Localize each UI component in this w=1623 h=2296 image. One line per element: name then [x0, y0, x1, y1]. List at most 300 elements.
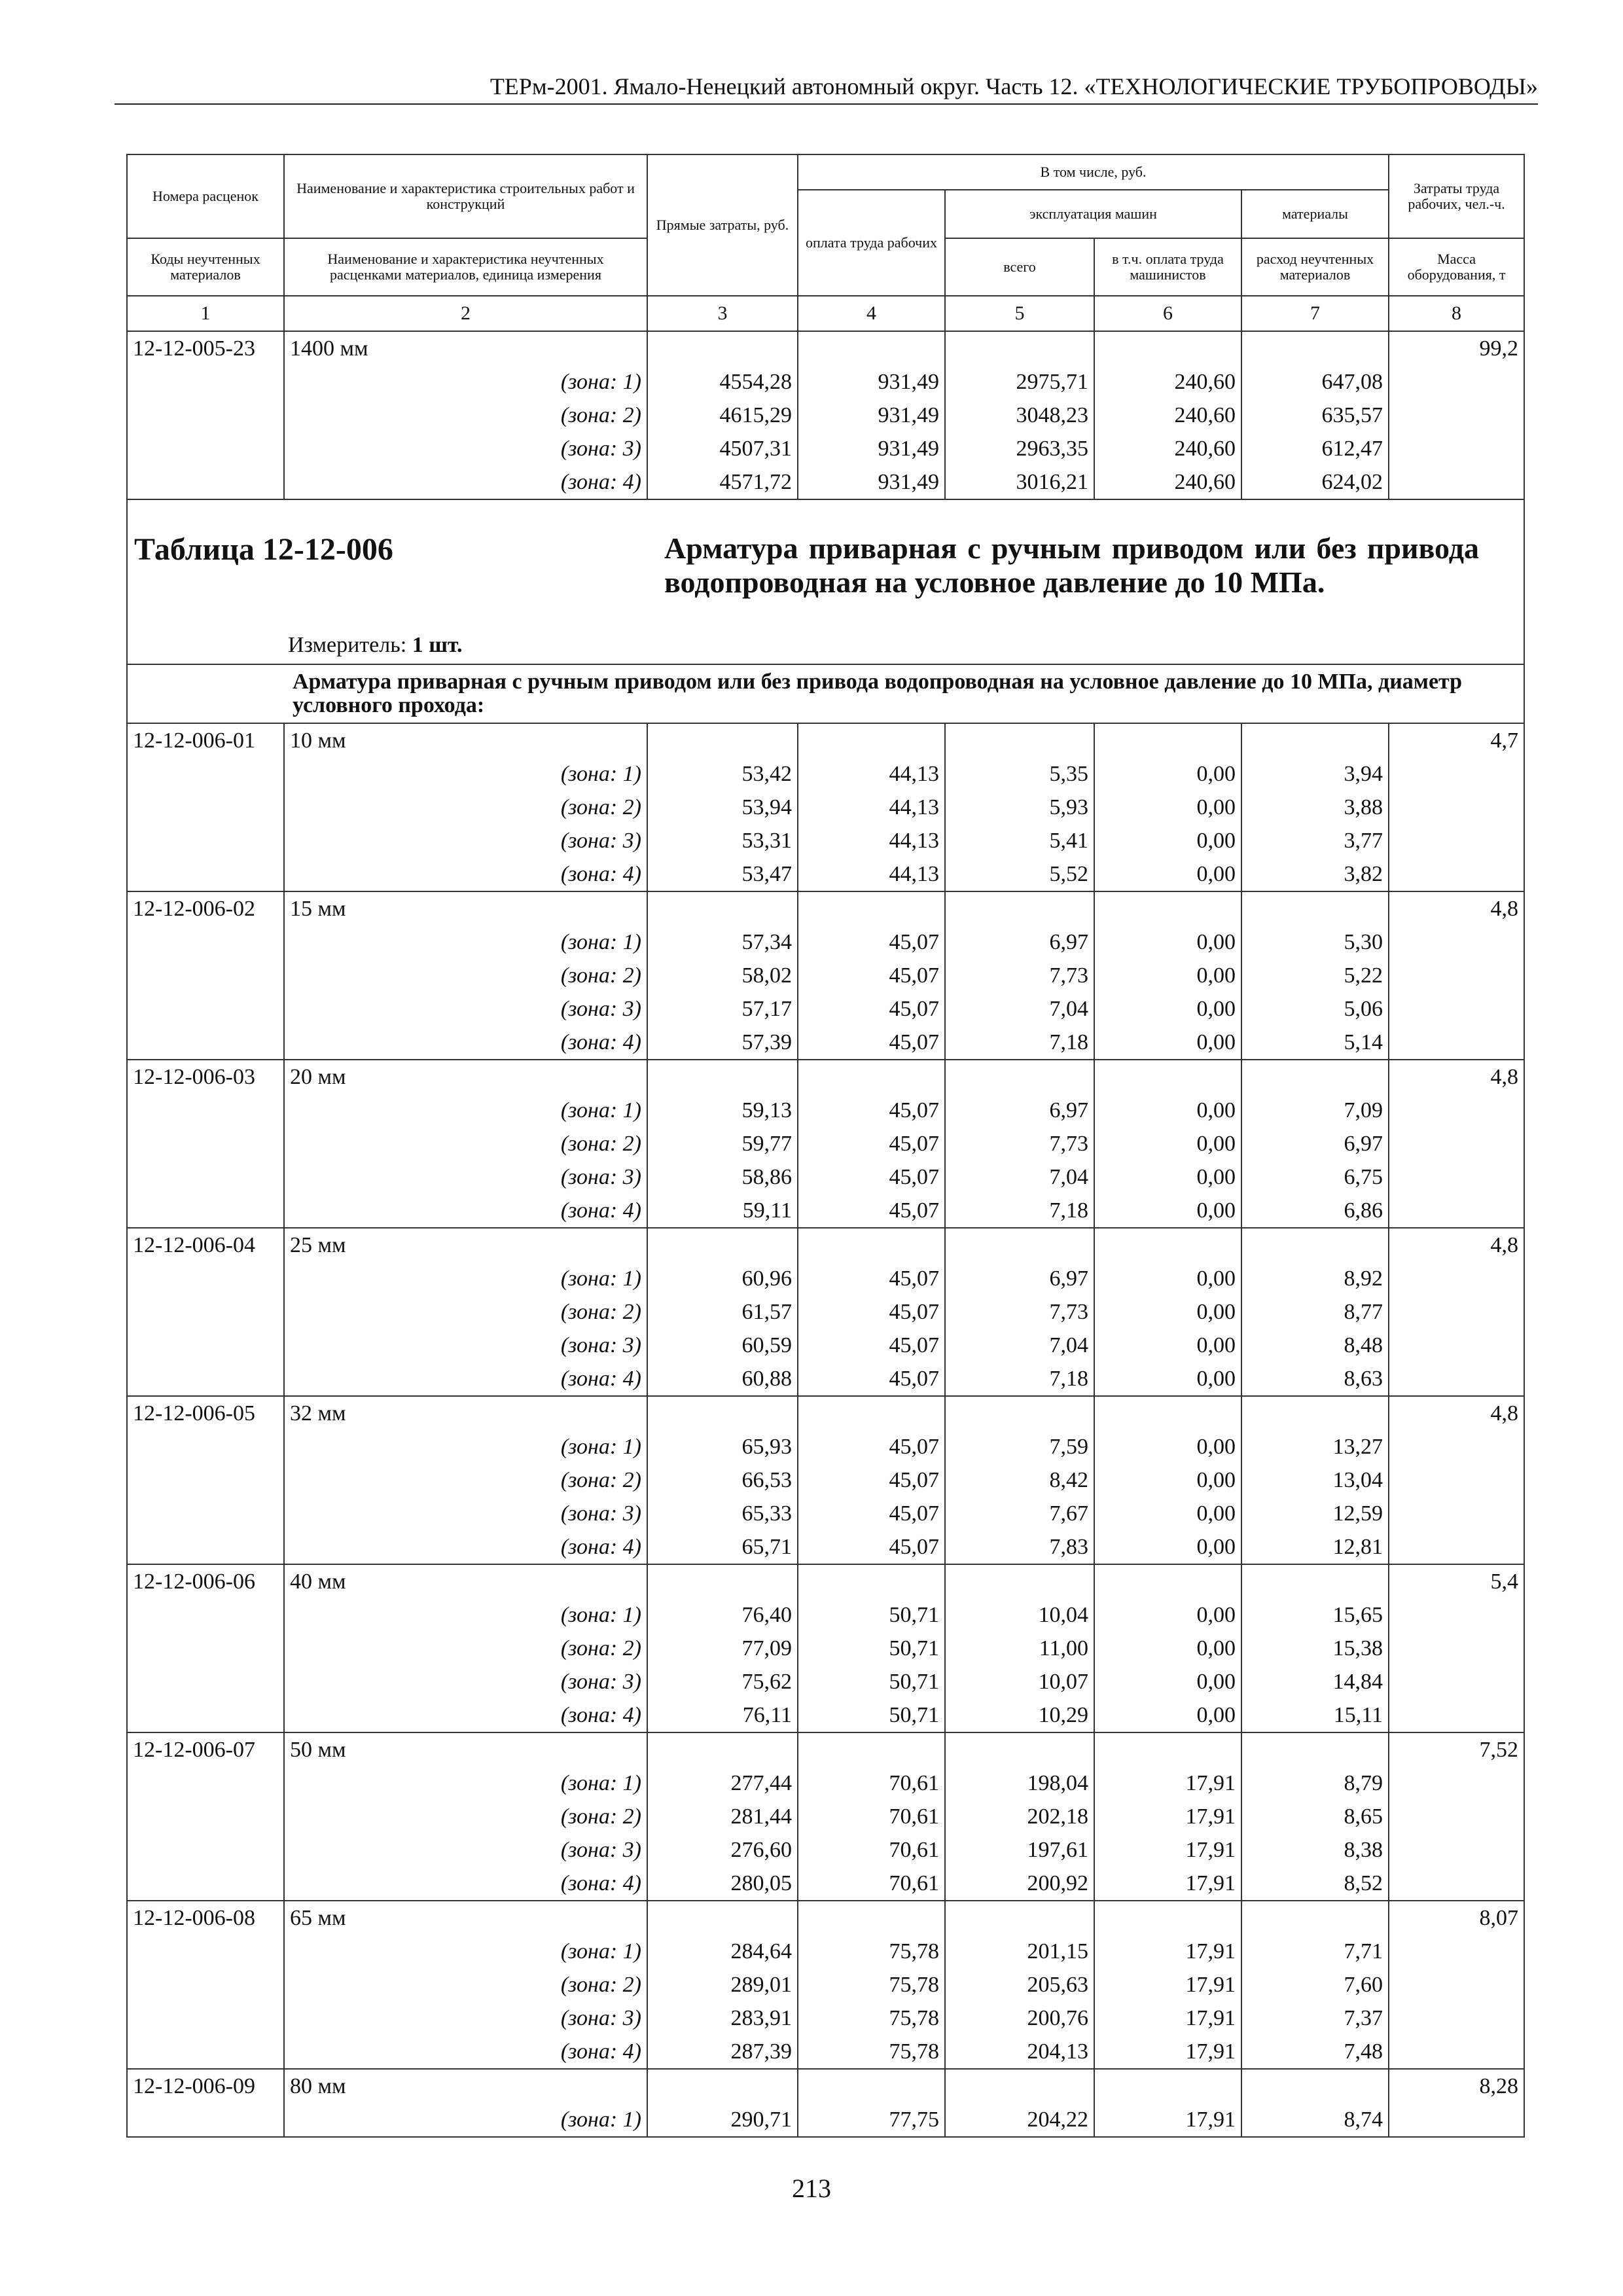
- wages-cost: 70,61: [798, 1833, 945, 1867]
- wages-cost: 45,07: [798, 1530, 945, 1564]
- zone-row: [127, 365, 1524, 399]
- wages-cost: 44,13: [798, 757, 945, 791]
- materials-cost: 8,65: [1241, 1800, 1389, 1833]
- machinist-wages-cost: 0,00: [1094, 959, 1241, 992]
- column-number: 3: [647, 296, 798, 331]
- zone-label: (зона: 2): [284, 1800, 647, 1833]
- zone-label: (зона: 4): [284, 1026, 647, 1060]
- machinist-wages-cost: 17,91: [1094, 1935, 1241, 1968]
- direct-cost: 4615,29: [647, 399, 798, 432]
- machinist-wages-cost: 0,00: [1094, 925, 1241, 959]
- labor-cost: 5,4: [1389, 1564, 1524, 1598]
- machines-cost: 7,73: [945, 1127, 1094, 1160]
- labor-cost: 4,7: [1389, 723, 1524, 757]
- machinist-wages-cost: 0,00: [1094, 1094, 1241, 1127]
- rate-row: [127, 331, 1524, 365]
- rate-name: 32 мм: [284, 1396, 647, 1430]
- direct-cost: 290,71: [647, 2103, 798, 2137]
- materials-cost: 15,65: [1241, 1598, 1389, 1632]
- machines-cost: 202,18: [945, 1800, 1094, 1833]
- measurement-unit: [288, 631, 463, 660]
- machines-cost: 6,97: [945, 1262, 1094, 1295]
- rate-code: 12-12-006-05: [127, 1396, 284, 1430]
- zone-row: [127, 1767, 1524, 1800]
- labor-cost: 4,8: [1389, 1060, 1524, 1094]
- zone-row: [127, 959, 1524, 992]
- zone-row: [127, 757, 1524, 791]
- machinist-wages-cost: 0,00: [1094, 1530, 1241, 1564]
- machinist-wages-cost: 0,00: [1094, 1598, 1241, 1632]
- zone-label: (зона: 3): [284, 432, 647, 465]
- rate-code: 12-12-006-09: [127, 2069, 284, 2103]
- materials-cost: 5,30: [1241, 925, 1389, 959]
- zone-row: [127, 1497, 1524, 1530]
- col-material-names-header: Наименование и характеристика неучтенных расценками материалов, единица измерения: [284, 238, 647, 296]
- direct-cost: 77,09: [647, 1632, 798, 1665]
- zone-label: (зона: 4): [284, 857, 647, 891]
- col-labor-header: Затраты труда рабочих, чел.-ч.: [1389, 154, 1524, 238]
- zone-label: (зона: 4): [284, 1530, 647, 1564]
- zone-row: [127, 1329, 1524, 1362]
- machines-cost: 200,92: [945, 1867, 1094, 1901]
- direct-cost: 276,60: [647, 1833, 798, 1867]
- materials-cost: 12,59: [1241, 1497, 1389, 1530]
- machines-cost: 10,07: [945, 1665, 1094, 1698]
- machines-cost: 7,18: [945, 1362, 1094, 1396]
- zone-label: (зона: 3): [284, 1833, 647, 1867]
- rate-row: [127, 1060, 1524, 1094]
- column-number: 2: [284, 296, 647, 331]
- wages-cost: 45,07: [798, 1160, 945, 1194]
- materials-cost: 8,79: [1241, 1767, 1389, 1800]
- machines-cost: 197,61: [945, 1833, 1094, 1867]
- direct-cost: 277,44: [647, 1767, 798, 1800]
- zone-label: (зона: 4): [284, 1194, 647, 1228]
- zone-row: [127, 857, 1524, 891]
- rate-row: [127, 891, 1524, 925]
- materials-cost: 7,48: [1241, 2035, 1389, 2069]
- zone-label: (зона: 2): [284, 1968, 647, 2001]
- zone-row: [127, 1833, 1524, 1867]
- machines-cost: 200,76: [945, 2001, 1094, 2035]
- zone-label: (зона: 1): [284, 1262, 647, 1295]
- col-materials-usage-header: расход неучтенных материалов: [1241, 238, 1389, 296]
- zone-row: [127, 1127, 1524, 1160]
- wages-cost: 75,78: [798, 2035, 945, 2069]
- column-number: 5: [945, 296, 1094, 331]
- machines-cost: 10,04: [945, 1598, 1094, 1632]
- materials-cost: 6,75: [1241, 1160, 1389, 1194]
- wages-cost: 45,07: [798, 1362, 945, 1396]
- wages-cost: 45,07: [798, 1497, 945, 1530]
- materials-cost: 13,04: [1241, 1463, 1389, 1497]
- labor-cost: 7,52: [1389, 1732, 1524, 1767]
- machines-cost: 5,93: [945, 791, 1094, 824]
- zone-label: (зона: 1): [284, 925, 647, 959]
- machinist-wages-cost: 240,60: [1094, 465, 1241, 499]
- zone-row: [127, 1632, 1524, 1665]
- wages-cost: 70,61: [798, 1767, 945, 1800]
- machines-cost: 7,04: [945, 992, 1094, 1026]
- direct-cost: 65,71: [647, 1530, 798, 1564]
- machinist-wages-cost: 0,00: [1094, 791, 1241, 824]
- rate-code: 12-12-006-01: [127, 723, 284, 757]
- zone-row: [127, 1463, 1524, 1497]
- direct-cost: 57,17: [647, 992, 798, 1026]
- wages-cost: 75,78: [798, 1968, 945, 2001]
- machinist-wages-cost: 0,00: [1094, 1262, 1241, 1295]
- materials-cost: 13,27: [1241, 1430, 1389, 1463]
- zone-label: (зона: 4): [284, 1362, 647, 1396]
- machines-cost: 7,73: [945, 959, 1094, 992]
- column-number: 1: [127, 296, 284, 331]
- rate-name: 1400 мм: [284, 331, 647, 365]
- materials-cost: 8,92: [1241, 1262, 1389, 1295]
- machines-cost: 6,97: [945, 925, 1094, 959]
- rate-row: [127, 1564, 1524, 1598]
- col-direct-cost-header: Прямые затраты, руб.: [647, 154, 798, 296]
- direct-cost: 280,05: [647, 1867, 798, 1901]
- zone-row: [127, 1295, 1524, 1329]
- col-material-codes-header: Коды неучтенных материалов: [127, 238, 284, 296]
- table-title: Арматура приварная с ручным приводом или без привода водопроводная на условное давление до 10 МПа.: [664, 531, 1479, 599]
- labor-cost: 4,8: [1389, 1396, 1524, 1430]
- machines-cost: 5,52: [945, 857, 1094, 891]
- machines-cost: 3016,21: [945, 465, 1094, 499]
- machinist-wages-cost: 240,60: [1094, 399, 1241, 432]
- machinist-wages-cost: 17,91: [1094, 1767, 1241, 1800]
- page-number: 213: [792, 2174, 831, 2203]
- zone-label: (зона: 2): [284, 1127, 647, 1160]
- materials-cost: 8,63: [1241, 1362, 1389, 1396]
- machinist-wages-cost: 17,91: [1094, 1968, 1241, 2001]
- wages-cost: 77,75: [798, 2103, 945, 2137]
- machines-cost: 205,63: [945, 1968, 1094, 2001]
- wages-cost: 45,07: [798, 1463, 945, 1497]
- machines-cost: 10,29: [945, 1698, 1094, 1732]
- zone-row: [127, 1026, 1524, 1060]
- zone-row: [127, 1262, 1524, 1295]
- zone-label: (зона: 3): [284, 1160, 647, 1194]
- rate-name: 80 мм: [284, 2069, 647, 2103]
- direct-cost: 57,39: [647, 1026, 798, 1060]
- running-header: ТЕРм-2001. Ямало-Ненецкий автономный округ. Часть 12. «ТЕХНОЛОГИЧЕСКИЕ ТРУБОПРОВОДЫ»: [115, 72, 1538, 105]
- direct-cost: 53,42: [647, 757, 798, 791]
- direct-cost: 283,91: [647, 2001, 798, 2035]
- zone-label: (зона: 4): [284, 1698, 647, 1732]
- zone-row: [127, 1194, 1524, 1228]
- materials-cost: 7,71: [1241, 1935, 1389, 1968]
- zone-label: (зона: 2): [284, 791, 647, 824]
- table-number: Таблица 12-12-006: [134, 532, 393, 567]
- column-number: 8: [1389, 296, 1524, 331]
- direct-cost: 60,88: [647, 1362, 798, 1396]
- zone-row: [127, 1968, 1524, 2001]
- labor-cost: 8,28: [1389, 2069, 1524, 2103]
- materials-cost: 15,38: [1241, 1632, 1389, 1665]
- zone-label: (зона: 1): [284, 1430, 647, 1463]
- machines-cost: 2975,71: [945, 365, 1094, 399]
- zone-label: (зона: 2): [284, 399, 647, 432]
- machines-cost: 7,04: [945, 1160, 1094, 1194]
- zone-row: [127, 1430, 1524, 1463]
- materials-cost: 5,22: [1241, 959, 1389, 992]
- machines-cost: 7,73: [945, 1295, 1094, 1329]
- zone-row: [127, 1530, 1524, 1564]
- group-machines-header: эксплуатация машин: [945, 190, 1241, 238]
- machines-cost: 7,59: [945, 1430, 1094, 1463]
- zone-row: [127, 1094, 1524, 1127]
- direct-cost: 53,31: [647, 824, 798, 857]
- direct-cost: 287,39: [647, 2035, 798, 2069]
- materials-cost: 3,88: [1241, 791, 1389, 824]
- machines-cost: 5,35: [945, 757, 1094, 791]
- machinist-wages-cost: 240,60: [1094, 432, 1241, 465]
- materials-cost: 8,52: [1241, 1867, 1389, 1901]
- direct-cost: 65,93: [647, 1430, 798, 1463]
- rate-code: 12-12-006-04: [127, 1228, 284, 1262]
- zone-row: [127, 1362, 1524, 1396]
- rate-code: 12-12-006-08: [127, 1901, 284, 1935]
- wages-cost: 45,07: [798, 1127, 945, 1160]
- machinist-wages-cost: 0,00: [1094, 1295, 1241, 1329]
- zone-label: (зона: 3): [284, 992, 647, 1026]
- zone-label: (зона: 1): [284, 757, 647, 791]
- wages-cost: 45,07: [798, 1430, 945, 1463]
- machines-cost: 6,97: [945, 1094, 1094, 1127]
- materials-cost: 3,94: [1241, 757, 1389, 791]
- col-machines-total-header: всего: [945, 238, 1094, 296]
- zone-row: [127, 824, 1524, 857]
- direct-cost: 58,02: [647, 959, 798, 992]
- machines-cost: 3048,23: [945, 399, 1094, 432]
- col-equipment-mass-header: Масса оборудования, т: [1389, 238, 1524, 296]
- machines-cost: 7,83: [945, 1530, 1094, 1564]
- direct-cost: 4571,72: [647, 465, 798, 499]
- machines-cost: 5,41: [945, 824, 1094, 857]
- col-machinist-wages-header: в т.ч. оплата труда машинистов: [1094, 238, 1241, 296]
- machinist-wages-cost: 0,00: [1094, 1632, 1241, 1665]
- direct-cost: 57,34: [647, 925, 798, 959]
- direct-cost: 281,44: [647, 1800, 798, 1833]
- materials-cost: 8,77: [1241, 1295, 1389, 1329]
- materials-cost: 3,77: [1241, 824, 1389, 857]
- col-work-name-header: Наименование и характеристика строительных работ и конструкций: [284, 154, 647, 238]
- materials-cost: 7,60: [1241, 1968, 1389, 2001]
- machinist-wages-cost: 0,00: [1094, 1497, 1241, 1530]
- direct-cost: 76,40: [647, 1598, 798, 1632]
- machinist-wages-cost: 240,60: [1094, 365, 1241, 399]
- materials-cost: 5,06: [1241, 992, 1389, 1026]
- zone-row: [127, 1698, 1524, 1732]
- zone-row: [127, 432, 1524, 465]
- wages-cost: 45,07: [798, 1295, 945, 1329]
- zone-row: [127, 399, 1524, 432]
- machines-cost: 8,42: [945, 1463, 1094, 1497]
- rate-name: 40 мм: [284, 1564, 647, 1598]
- wages-cost: 931,49: [798, 399, 945, 432]
- wages-cost: 44,13: [798, 824, 945, 857]
- wages-cost: 45,07: [798, 1262, 945, 1295]
- materials-cost: 5,14: [1241, 1026, 1389, 1060]
- wages-cost: 45,07: [798, 1026, 945, 1060]
- zone-label: (зона: 3): [284, 1665, 647, 1698]
- wages-cost: 75,78: [798, 2001, 945, 2035]
- table-title-section: [127, 499, 1524, 723]
- zone-label: (зона: 1): [284, 1094, 647, 1127]
- direct-cost: 59,77: [647, 1127, 798, 1160]
- machinist-wages-cost: 0,00: [1094, 824, 1241, 857]
- direct-cost: 53,94: [647, 791, 798, 824]
- direct-cost: 60,96: [647, 1262, 798, 1295]
- rate-row: [127, 1396, 1524, 1430]
- machinist-wages-cost: 0,00: [1094, 1127, 1241, 1160]
- rate-row: [127, 1228, 1524, 1262]
- machinist-wages-cost: 0,00: [1094, 992, 1241, 1026]
- zone-row: [127, 791, 1524, 824]
- machinist-wages-cost: 17,91: [1094, 1833, 1241, 1867]
- machinist-wages-cost: 0,00: [1094, 1329, 1241, 1362]
- machines-cost: 198,04: [945, 1767, 1094, 1800]
- zone-label: (зона: 3): [284, 2001, 647, 2035]
- carryover-rows: [127, 331, 1524, 499]
- wages-cost: 931,49: [798, 432, 945, 465]
- direct-cost: 76,11: [647, 1698, 798, 1732]
- labor-cost: 99,2: [1389, 331, 1524, 365]
- column-number: 4: [798, 296, 945, 331]
- zone-label: (зона: 3): [284, 824, 647, 857]
- zone-row: [127, 1665, 1524, 1698]
- direct-cost: 284,64: [647, 1935, 798, 1968]
- rate-name: 10 мм: [284, 723, 647, 757]
- direct-cost: 75,62: [647, 1665, 798, 1698]
- direct-cost: 60,59: [647, 1329, 798, 1362]
- zone-row: [127, 465, 1524, 499]
- zone-label: (зона: 2): [284, 959, 647, 992]
- rate-row: [127, 1732, 1524, 1767]
- zone-label: (зона: 2): [284, 1632, 647, 1665]
- materials-cost: 624,02: [1241, 465, 1389, 499]
- zone-label: (зона: 3): [284, 1329, 647, 1362]
- machines-cost: 7,18: [945, 1194, 1094, 1228]
- materials-cost: 7,37: [1241, 2001, 1389, 2035]
- materials-cost: 647,08: [1241, 365, 1389, 399]
- direct-cost: 59,13: [647, 1094, 798, 1127]
- machinist-wages-cost: 0,00: [1094, 1463, 1241, 1497]
- item-rows: [127, 723, 1524, 2137]
- zone-row: [127, 925, 1524, 959]
- materials-cost: 8,38: [1241, 1833, 1389, 1867]
- wages-cost: 44,13: [798, 857, 945, 891]
- labor-cost: 8,07: [1389, 1901, 1524, 1935]
- table-subheading: Арматура приварная с ручным приводом или без привода водопроводная на условное давление до 10 МПа, диаметр условного прохода:: [127, 664, 1524, 723]
- materials-cost: 8,48: [1241, 1329, 1389, 1362]
- zone-row: [127, 1160, 1524, 1194]
- measurement-unit-prefix: Измеритель:: [288, 633, 407, 657]
- machinist-wages-cost: 0,00: [1094, 1160, 1241, 1194]
- zone-row: [127, 1598, 1524, 1632]
- zone-label: (зона: 4): [284, 2035, 647, 2069]
- rate-name: 15 мм: [284, 891, 647, 925]
- wages-cost: 45,07: [798, 1194, 945, 1228]
- machines-cost: 11,00: [945, 1632, 1094, 1665]
- column-number: 6: [1094, 296, 1241, 331]
- materials-cost: 6,97: [1241, 1127, 1389, 1160]
- machinist-wages-cost: 0,00: [1094, 1665, 1241, 1698]
- rate-row: [127, 723, 1524, 757]
- rate-row: [127, 2069, 1524, 2103]
- wages-cost: 45,07: [798, 992, 945, 1026]
- machines-cost: 7,18: [945, 1026, 1094, 1060]
- zone-label: (зона: 1): [284, 1767, 647, 1800]
- rate-name: 50 мм: [284, 1732, 647, 1767]
- labor-cost: 4,8: [1389, 1228, 1524, 1262]
- zone-row: [127, 2001, 1524, 2035]
- zone-row: [127, 1867, 1524, 1901]
- zone-label: (зона: 1): [284, 2103, 647, 2137]
- machines-cost: 7,67: [945, 1497, 1094, 1530]
- direct-cost: 61,57: [647, 1295, 798, 1329]
- materials-cost: 6,86: [1241, 1194, 1389, 1228]
- direct-cost: 58,86: [647, 1160, 798, 1194]
- wages-cost: 50,71: [798, 1698, 945, 1732]
- zone-label: (зона: 1): [284, 1598, 647, 1632]
- direct-cost: 66,53: [647, 1463, 798, 1497]
- wages-cost: 931,49: [798, 465, 945, 499]
- wages-cost: 75,78: [798, 1935, 945, 1968]
- labor-cost: 4,8: [1389, 891, 1524, 925]
- wages-cost: 70,61: [798, 1867, 945, 1901]
- wages-cost: 45,07: [798, 959, 945, 992]
- machinist-wages-cost: 0,00: [1094, 1026, 1241, 1060]
- wages-cost: 45,07: [798, 925, 945, 959]
- machines-cost: 201,15: [945, 1935, 1094, 1968]
- rate-code: 12-12-005-23: [127, 331, 284, 365]
- column-number: 7: [1241, 296, 1389, 331]
- machinist-wages-cost: 0,00: [1094, 1194, 1241, 1228]
- rate-code: 12-12-006-06: [127, 1564, 284, 1598]
- wages-cost: 50,71: [798, 1632, 945, 1665]
- col-rate-number-header: Номера расценок: [127, 154, 284, 238]
- materials-cost: 612,47: [1241, 432, 1389, 465]
- machinist-wages-cost: 17,91: [1094, 2035, 1241, 2069]
- materials-cost: 12,81: [1241, 1530, 1389, 1564]
- wages-cost: 45,07: [798, 1329, 945, 1362]
- rate-code: 12-12-006-03: [127, 1060, 284, 1094]
- zone-label: (зона: 1): [284, 365, 647, 399]
- machinist-wages-cost: 0,00: [1094, 1362, 1241, 1396]
- wages-cost: 50,71: [798, 1598, 945, 1632]
- machinist-wages-cost: 17,91: [1094, 1867, 1241, 1901]
- rates-table: [126, 154, 1525, 2138]
- rate-code: 12-12-006-07: [127, 1732, 284, 1767]
- direct-cost: 4554,28: [647, 365, 798, 399]
- machines-cost: 2963,35: [945, 432, 1094, 465]
- zone-row: [127, 1800, 1524, 1833]
- direct-cost: 65,33: [647, 1497, 798, 1530]
- zone-label: (зона: 4): [284, 1867, 647, 1901]
- zone-label: (зона: 2): [284, 1295, 647, 1329]
- machinist-wages-cost: 0,00: [1094, 857, 1241, 891]
- wages-cost: 50,71: [798, 1665, 945, 1698]
- wages-cost: 44,13: [798, 791, 945, 824]
- rate-row: [127, 1901, 1524, 1935]
- materials-cost: 7,09: [1241, 1094, 1389, 1127]
- zone-label: (зона: 4): [284, 465, 647, 499]
- rate-name: 20 мм: [284, 1060, 647, 1094]
- group-including-header: В том числе, руб.: [798, 154, 1389, 190]
- machinist-wages-cost: 0,00: [1094, 1698, 1241, 1732]
